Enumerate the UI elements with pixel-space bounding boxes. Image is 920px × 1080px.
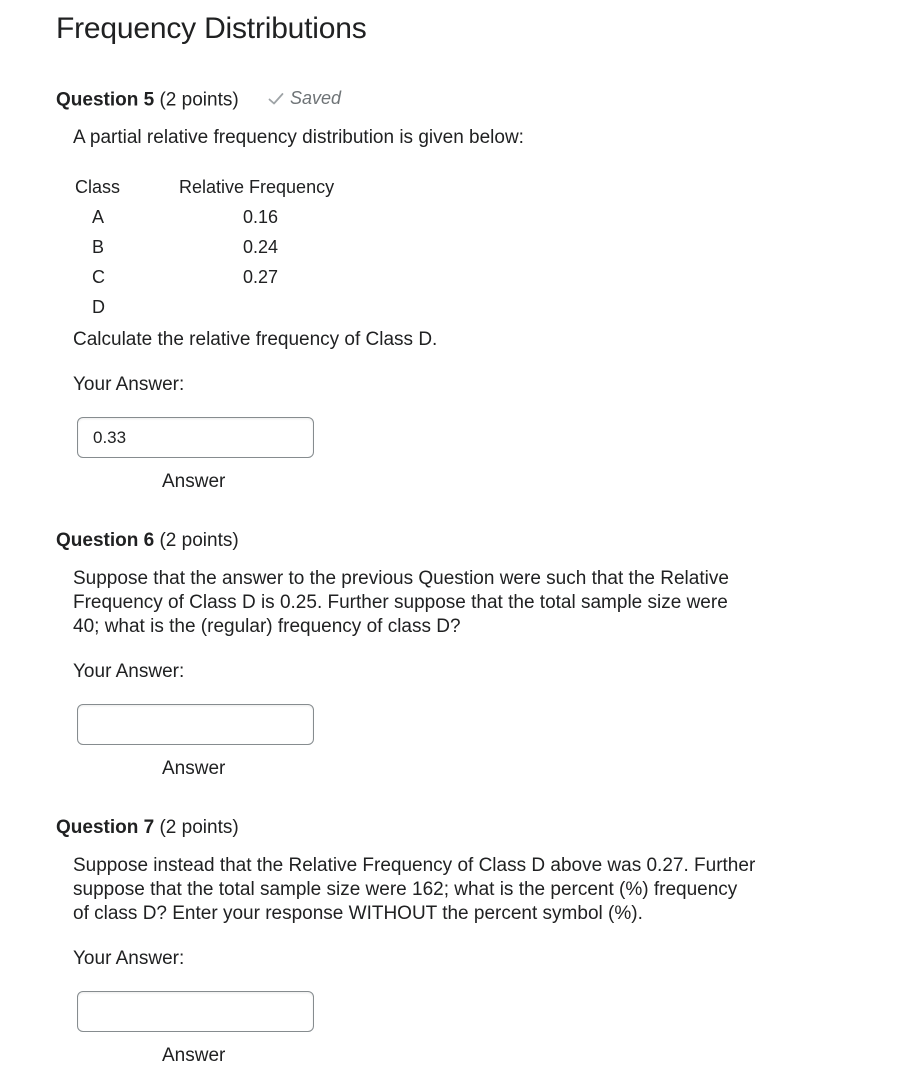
page-title: Frequency Distributions: [56, 12, 367, 45]
table-row: [73, 202, 334, 232]
question-5-number: Question 5: [56, 89, 155, 111]
question-7-prompt: [73, 854, 755, 926]
question-5-points: (2 points): [159, 89, 239, 111]
table-row: [73, 232, 334, 262]
table-row: [73, 262, 334, 292]
question-6-prompt-line: Frequency of Class D is 0.25. Further suppose that the total sample size were: [73, 592, 728, 613]
column-header-class: Class: [75, 176, 121, 197]
question-5-your-answer-label: Your Answer:: [73, 374, 185, 395]
table-row: [73, 292, 334, 322]
question-5-prompt: Calculate the relative frequency of Class D.: [73, 329, 438, 350]
question-6-prompt-line: Suppose that the answer to the previous Question were such that the Relative: [73, 568, 729, 589]
question-6-answer-caption: Answer: [162, 758, 226, 779]
question-6-your-answer-label: Your Answer:: [73, 661, 185, 682]
question-6-header: [56, 530, 239, 552]
question-5-header: [56, 88, 341, 112]
saved-status: [268, 88, 341, 109]
question-7-number: Question 7: [56, 817, 155, 838]
column-header-relative-frequency: Relative Frequency: [179, 176, 335, 197]
cell-class: A: [92, 206, 105, 227]
cell-class: D: [92, 296, 105, 317]
question-5-answer-input[interactable]: [77, 417, 314, 458]
cell-relative-frequency: 0.24: [243, 236, 279, 257]
question-7-prompt-line: Suppose instead that the Relative Frequency of Class D above was 0.27. Further: [73, 855, 756, 876]
question-6-prompt-line: 40; what is the (regular) frequency of class D?: [73, 616, 461, 637]
question-7-points: (2 points): [159, 817, 239, 838]
table-header-row: [73, 172, 334, 202]
cell-relative-frequency: 0.27: [243, 266, 279, 287]
question-7-prompt-line: of class D? Enter your response WITHOUT the percent symbol (%).: [73, 903, 643, 924]
question-7-prompt-line: suppose that the total sample size were 162; what is the percent (%) frequency: [73, 879, 738, 900]
question-6-prompt: [73, 567, 729, 639]
question-5-answer-caption: Answer: [162, 471, 226, 492]
question-7-your-answer-label: Your Answer:: [73, 948, 185, 969]
question-6-number: Question 6: [56, 530, 155, 551]
cell-class: C: [92, 266, 105, 287]
frequency-table: [73, 172, 334, 322]
cell-relative-frequency: [179, 292, 334, 322]
question-7-answer-input[interactable]: [77, 991, 314, 1032]
cell-relative-frequency: 0.16: [243, 206, 279, 227]
cell-class: B: [92, 236, 105, 257]
question-7-header: [56, 817, 239, 839]
checkmark-icon: [268, 92, 284, 106]
saved-label: Saved: [289, 88, 341, 108]
question-7-answer-caption: Answer: [162, 1045, 226, 1066]
question-6-points: (2 points): [159, 530, 239, 551]
question-6-answer-input[interactable]: [77, 704, 314, 745]
question-5-intro: A partial relative frequency distribution is given below:: [73, 127, 524, 148]
